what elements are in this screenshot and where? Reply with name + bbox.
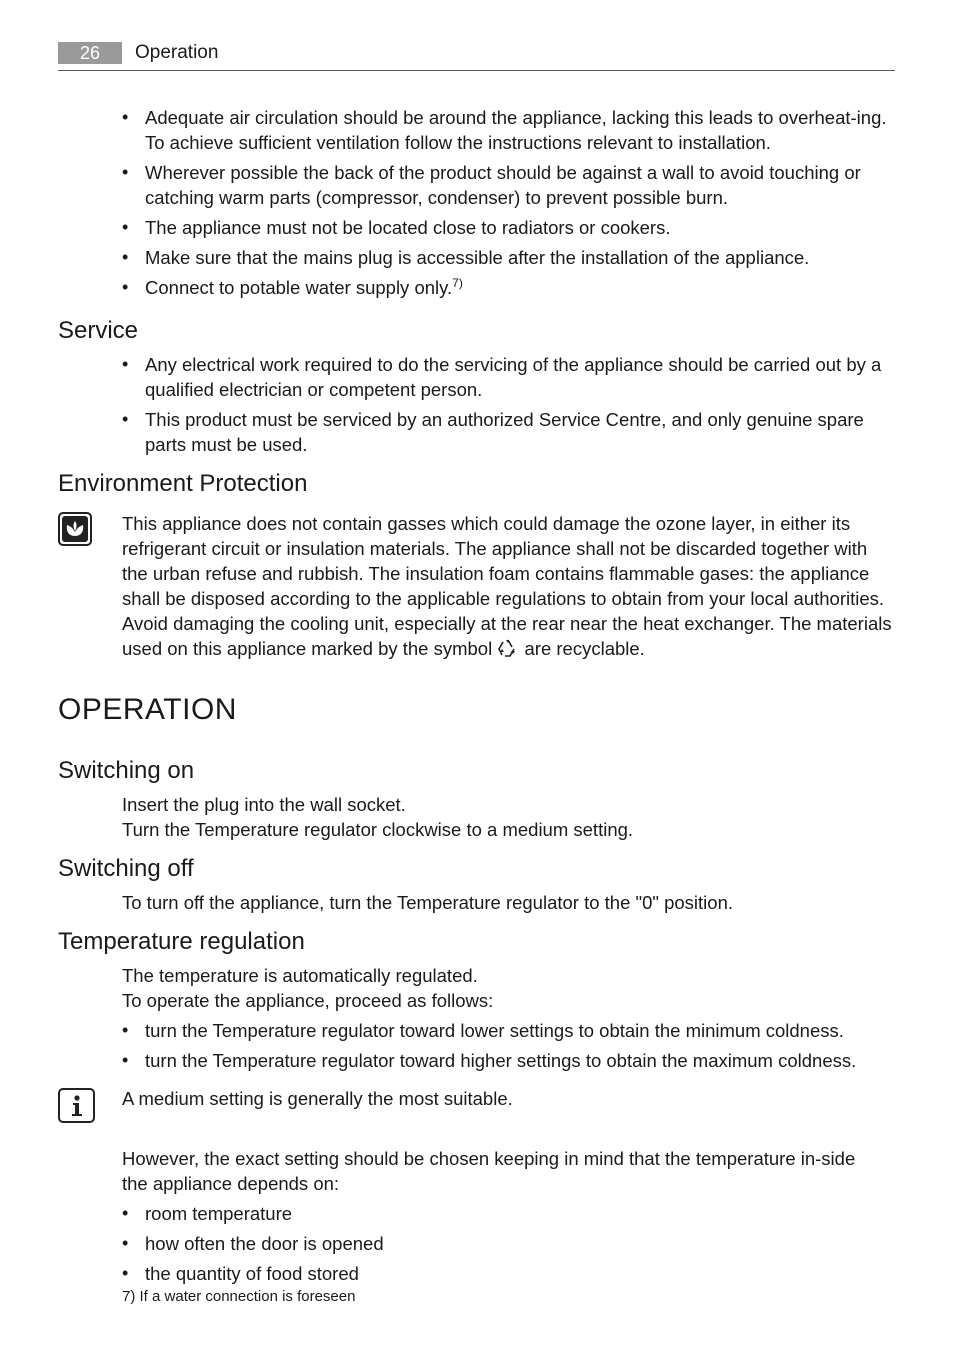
page-number: 26 [58,42,122,64]
depends-on-bullet-list [0,1201,954,1291]
temperature-intro-text: The temperature is automatically regulated. To operate the appliance, proceed as follows: [122,965,494,1011]
service-bullet-list [0,352,954,462]
page-header [58,40,895,71]
list-item: • This product must be serviced by an authorized Service Centre, and only genuine spare parts must be used. [0,407,954,457]
info-note-text: A medium setting is generally the most suitable. [122,1088,513,1109]
list-item: • Make sure that the mains plug is accessible after the installation of the appliance. [0,245,954,270]
environment-paragraph: This appliance does not contain gasses which could damage the ozone layer, in either its refrigerant circuit or insulation materials. The appliance shall not be discarded together with the urban refuse and rubbish. The insulation foam contains flammable gases: the appliance shall be disposed according to the applicable regulations to obtain from your local authorities. Avoid damaging the cooling unit, especially at the rear near the heat exchanger. The materials used on this appliance marked by the symbol are recyclable. [122,511,892,664]
environment-heading: Environment Protection [58,470,308,497]
list-item: • how often the door is opened [0,1231,954,1256]
footnote-reference: 7) [452,275,463,290]
service-heading: Service [58,317,139,344]
temperature-regulation-heading: Temperature regulation [58,928,305,955]
recycle-icon [497,638,519,664]
environment-icon [58,512,92,546]
header-section-title: Operation [135,42,219,63]
intro-bullet-list [0,105,954,305]
switching-off-text: To turn off the appliance, turn the Temperature regulator to the "0" position. [122,892,733,913]
operation-title: OPERATION [58,693,237,726]
list-item: • The appliance must not be located close to radiators or cookers. [0,215,954,240]
list-item: • Adequate air circulation should be around the appliance, lacking this leads to overheat-ing. To achieve sufficient ventilation follow the instructions relevant to installation. [0,105,954,155]
temperature-bullet-list [0,1018,954,1078]
switching-off-heading: Switching off [58,855,194,882]
list-item: • turn the Temperature regulator toward higher settings to obtain the maximum coldness. [0,1048,954,1073]
however-paragraph: However, the exact setting should be chosen keeping in mind that the temperature in-side the appliance depends on: [122,1148,856,1194]
list-item: • turn the Temperature regulator toward lower settings to obtain the minimum coldness. [0,1018,954,1043]
info-icon [58,1088,95,1123]
switching-on-text: Insert the plug into the wall socket. Turn the Temperature regulator clockwise to a medium setting. [122,794,634,840]
list-item: • the quantity of food stored [0,1261,954,1286]
footnote: 7) If a water connection is foreseen [122,1288,356,1305]
list-item: • room temperature [0,1201,954,1226]
list-item: • Connect to potable water supply only.$^{7)}$ [0,275,954,300]
switching-on-heading: Switching on [58,757,195,784]
list-item: • Wherever possible the back of the product should be against a wall to avoid touching or catching warm parts (compressor, condenser) to prevent possible burn. [0,160,954,210]
list-item: • Any electrical work required to do the servicing of the appliance should be carried out by a qualified electrician or competent person. [0,352,954,402]
